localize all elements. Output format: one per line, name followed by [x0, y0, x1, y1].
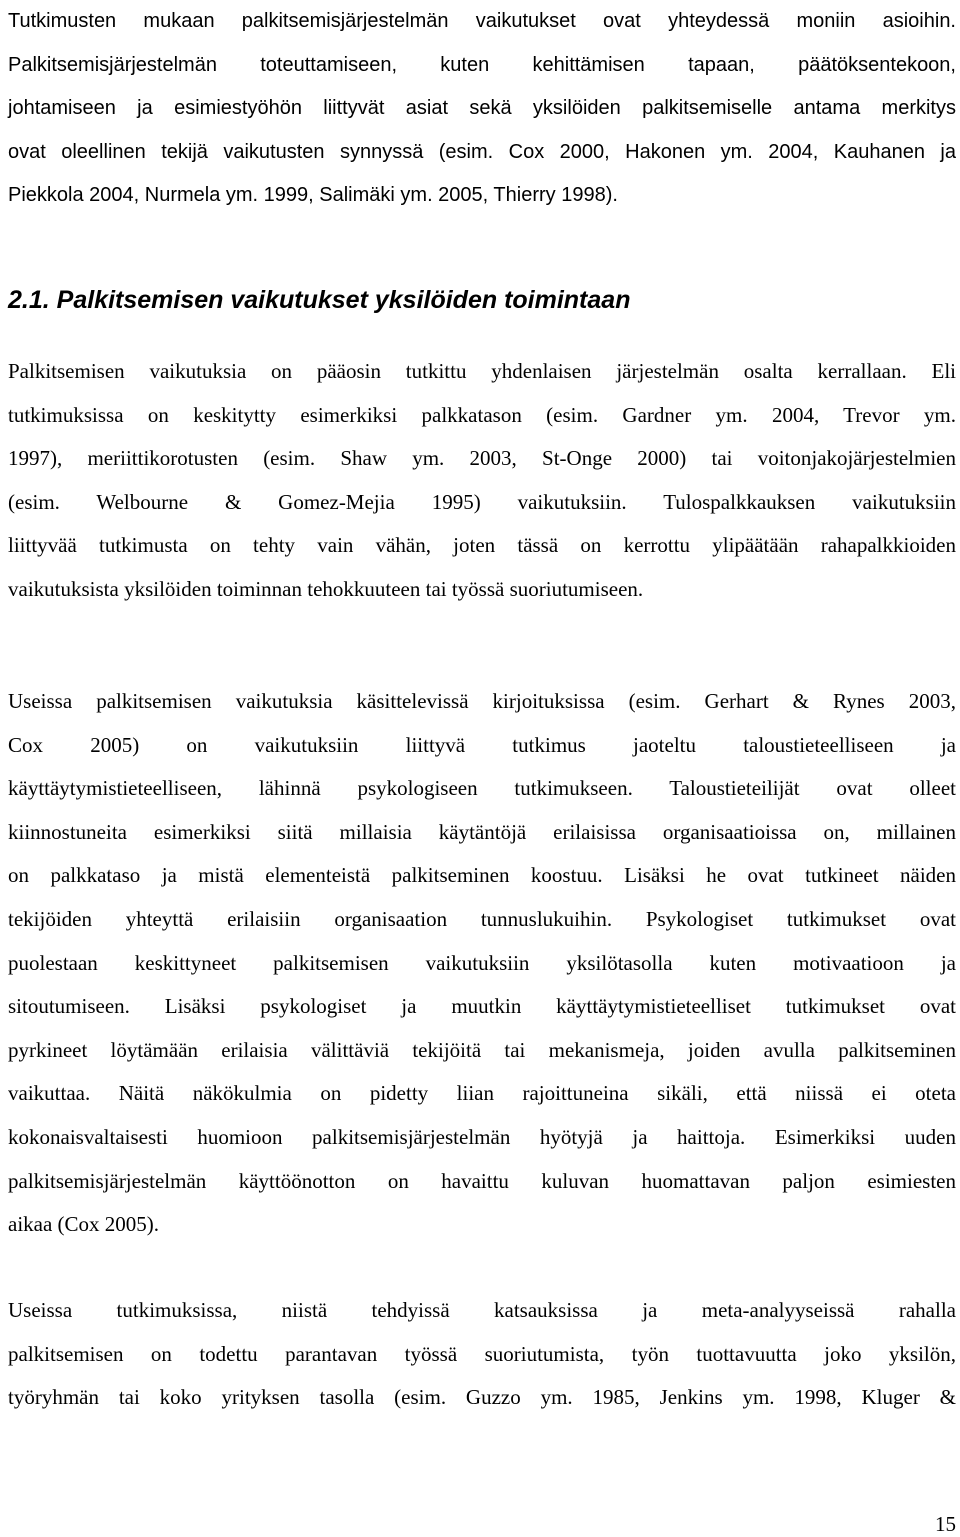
text-line: vaikuttaa. Näitä näkökulmia on pidetty liian rajoittuneina sikäli, että niissä ei oteta — [8, 1081, 956, 1106]
text-line: käyttäytymistieteelliseen, lähinnä psykologiseen tutkimukseen. Taloustieteilijät ovat olleet — [8, 776, 956, 801]
text-line: palkitsemisjärjestelmän käyttöönotton on havaittu kuluvan huomattavan paljon esimiesten — [8, 1168, 956, 1193]
text-line: tekijöiden yhteyttä erilaisiin organisaation tunnuslukuihin. Psykologiset tutkimukset ovat — [8, 906, 956, 931]
paragraph-1 — [8, 350, 956, 612]
text-line: vaikutuksista yksilöiden toiminnan tehokkuuteen tai työssä suoriutumiseen. — [8, 576, 644, 601]
text-line: Tutkimusten mukaan palkitsemisjärjestelmän vaikutukset ovat yhteydessä moniin asioihin. — [8, 10, 956, 32]
text-line: palkitsemisen on todettu parantavan työssä suoriutumista, työn tuottavuutta joko yksilön, — [8, 1341, 956, 1366]
text-line: Palkitsemisen vaikutuksia on pääosin tutkittu yhdenlaisen järjestelmän osalta kerrallaan. Eli — [8, 359, 956, 383]
text-line: Useissa tutkimuksissa, niistä tehdyissä katsauksissa ja meta-analyyseissä rahalla — [8, 1298, 956, 1322]
paragraph-3 — [8, 1289, 956, 1420]
text-line: liittyvää tutkimusta on tehty vain vähän, joten tässä on kerrottu ylipäätään rahapalkkioiden — [8, 533, 956, 558]
text-line: aikaa (Cox 2005). — [8, 1212, 160, 1237]
text-line: on palkkataso ja mistä elementeistä palkitseminen koostuu. Lisäksi he ovat tutkineet näiden — [8, 863, 956, 888]
text-line: Piekkola 2004, Nurmela ym. 1999, Salimäki ym. 2005, Thierry 1998). — [8, 184, 618, 207]
text-line: sitoutumiseen. Lisäksi psykologiset ja muutkin käyttäytymistieteelliset tutkimukset ovat — [8, 994, 956, 1019]
text-line: kiinnostuneita esimerkiksi siitä millaisia käytäntöjä erilaisissa organisaatioissa on, millainen — [8, 819, 956, 844]
text-line: työryhmän tai koko yrityksen tasolla (esim. Guzzo ym. 1985, Jenkins ym. 1998, Kluger & — [8, 1385, 956, 1410]
paragraph-2 — [8, 680, 956, 1247]
text-line: pyrkineet löytämään erilaisia välittäviä tekijöitä tai mekanismeja, joiden avulla palkitseminen — [8, 1037, 956, 1062]
intro-paragraph — [8, 0, 956, 218]
page-number: 15 — [935, 1512, 956, 1536]
text-line: johtamiseen ja esimiestyöhön liittyvät asiat sekä yksilöiden palkitsemiselle antama merkitys — [8, 97, 956, 120]
text-line: (esim. Welbourne & Gomez-Mejia 1995) vaikutuksiin. Tulospalkkauksen vaikutuksiin — [8, 489, 956, 514]
text-line: 1997), meriittikorotusten (esim. Shaw ym. 2003, St-Onge 2000) tai voitonjakojärjestelmien — [8, 446, 956, 471]
text-line: Palkitsemisjärjestelmän toteuttamiseen, kuten kehittämisen tapaan, päätöksentekoon, — [8, 53, 956, 76]
text-line: kokonaisvaltaisesti huomioon palkitsemisjärjestelmän hyötyjä ja haittoja. Esimerkiksi uuden — [8, 1124, 956, 1149]
text-line: tutkimuksissa on keskitytty esimerkiksi palkkatason (esim. Gardner ym. 2004, Trevor ym. — [8, 402, 956, 427]
text-line: Cox 2005) on vaikutuksiin liittyvä tutkimus jaoteltu taloustieteelliseen ja — [8, 732, 956, 757]
text-line: Useissa palkitsemisen vaikutuksia käsittelevissä kirjoituksissa (esim. Gerhart & Rynes 2003, — [8, 689, 956, 713]
text-line: puolestaan keskittyneet palkitsemisen vaikutuksiin yksilötasolla kuten motivaatioon ja — [8, 950, 956, 975]
section-heading: 2.1. Palkitsemisen vaikutukset yksilöiden toimintaan — [8, 286, 631, 314]
text-line: ovat oleellinen tekijä vaikutusten synnyssä (esim. Cox 2000, Hakonen ym. 2004, Kauhanen ja — [8, 140, 956, 163]
